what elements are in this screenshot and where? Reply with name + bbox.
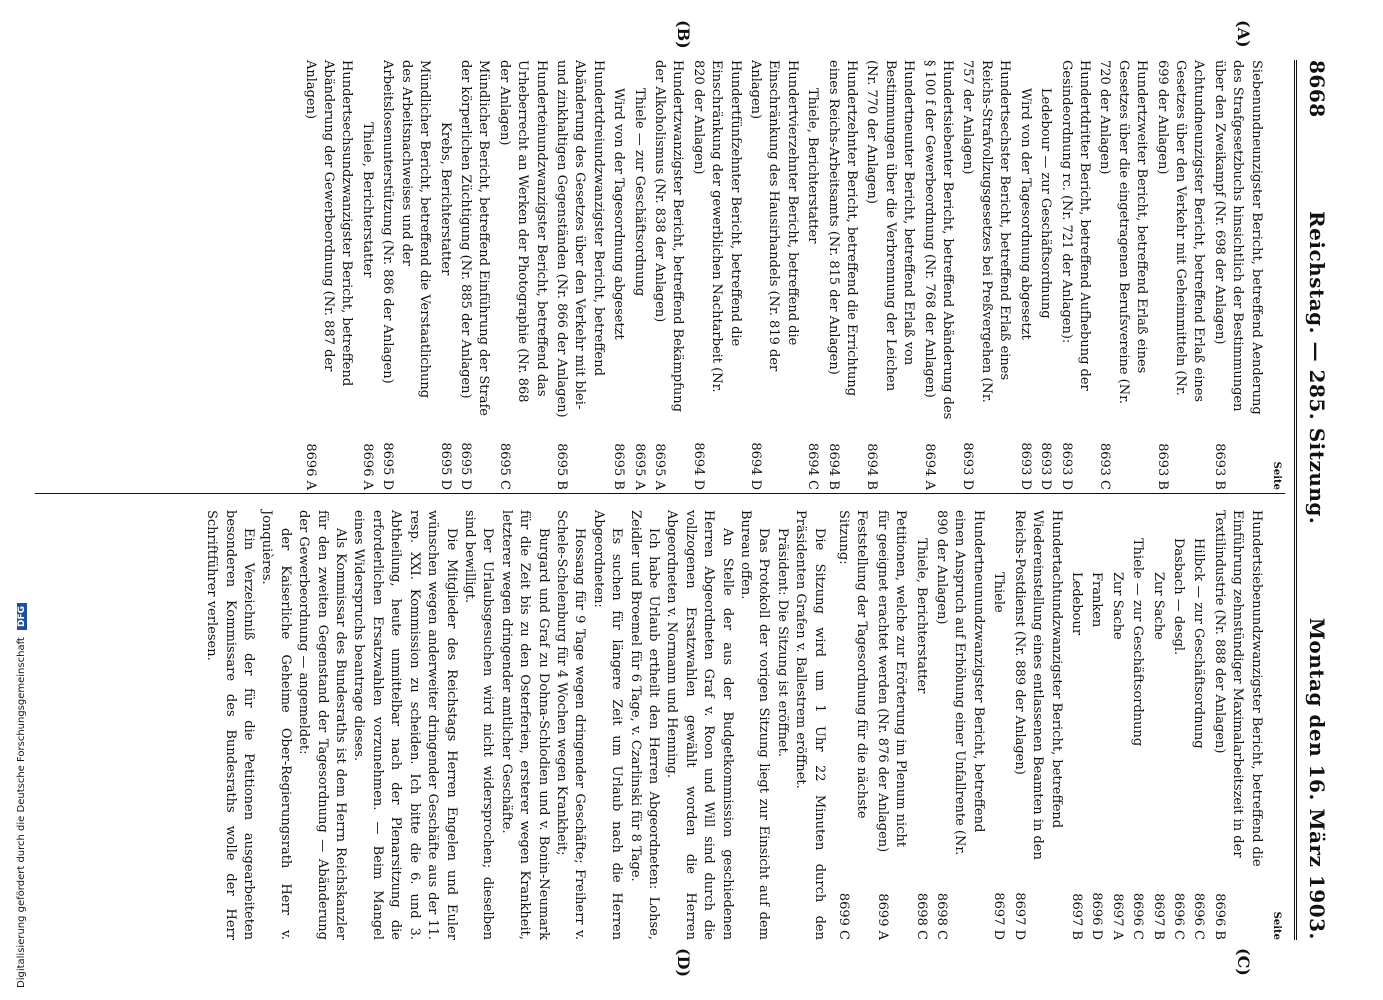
toc-entry [919, 60, 956, 490]
toc-entry-text: Hunderteinundzwanzigster Bericht, betreffend das Urheberrecht an Werken der Photographie (Nr. 868 der Anlagen) [496, 60, 549, 403]
toc-entry-page: 8694 B [864, 443, 880, 490]
toc-entry-page: 8695 D [457, 442, 473, 490]
toc-entry-page: 8697 A [1109, 893, 1125, 940]
left-column [298, 60, 1285, 490]
toc-entry [629, 60, 647, 490]
toc-entry-page: 8694 B [825, 443, 841, 490]
toc-entry-page: 8693 D [960, 442, 976, 490]
body-paragraph: Die Mitglieder des Reichstags Herren Engelen und Euler wünschen wegen anderweiter dringender Geschäfte aus der 11. resp. XXI. Kommission zu scheiden. Ich bitte die 6. und 3. Abtheilung, heute unmittelbar nach der Plenarsitzung die erforderlichen Ersatzwahlen vorzunehmen. — Beim Mangel eines Widerspruchs beantrage dieses. [351, 510, 459, 940]
toc-entry-text: Thiele, Berichterstatter [805, 88, 821, 244]
toc-entry-page: 8693 B [1154, 443, 1170, 490]
header-rule [1294, 60, 1297, 940]
toc-entry [989, 510, 1007, 940]
toc-entry-text: Mündlicher Bericht, betreffend die Verstaatlichung des Arbeitsnachweises und der Arbeitslosenunterstützung (Nr. 886 der Anlagen) [380, 60, 433, 399]
toc-entry [746, 60, 801, 490]
toc-entry-text: Ledebour — zur Geschäftsordnung [1038, 88, 1054, 319]
toc-entry [823, 60, 860, 490]
header-title: Reichstag. — 285. Sitzung. [1305, 211, 1329, 525]
toc-entry-text: Hundertvierzehnter Bericht, betreffend die Einschränkung des Hausirhandels (Nr. 819 der Anlagen) [748, 60, 800, 372]
body-paragraph: An Stelle der aus der Budgetkommission geschiedenen Herren Abgeordneten Graf v. Roon und Will sind durch die vollzogenen Ersatzwahlen gewählt worden die Herren Abgeordneten v. Normann und Henning. [664, 510, 735, 940]
toc-entry [1009, 510, 1064, 940]
toc-entry-page: 8694 D [690, 442, 706, 490]
toc-entry-text: Hundertneunundzwanzigster Bericht, betreffend einen Anspruch auf Erhöhung einer Unfallrente (Nr. 890 der Anlagen) [934, 510, 986, 856]
toc-entry [435, 60, 453, 490]
toc-entry [1015, 60, 1033, 490]
toc-entry [456, 60, 493, 490]
page-header [1301, 60, 1333, 940]
toc-entry [1067, 510, 1085, 940]
body-paragraph: Ich habe Urlaub ertheilt den Herren Abgeordneten: Lohse, Zeidler und Broemel für 6 Tage, v. Czarlinski für 8 Tage. [627, 510, 661, 940]
body-paragraph: Es suchen für längere Zeit um Urlaub nach die Herren Abgeordneten: [590, 510, 625, 940]
toc-entry-page: 8696 C [1170, 892, 1186, 940]
toc-entry [650, 60, 687, 490]
toc-entry-page: 8697 B [1068, 893, 1084, 940]
toc-entry-text: Siebenundneunzigster Bericht, betreffend Aenderung des Strafgesetzbuchs hinsichtlich der Bestimmungen über den Zweikampf (Nr. 698 der Anlagen) [1211, 60, 1264, 415]
digitization-credit [16, 603, 27, 988]
toc-entry-text: Hundertdreiundzwanzigster Bericht, betreffend Abänderung des Gesetzes über den Verkehr mit blei- und zinkhaltigen Gegenständen (Nr. 866 der Anlagen) [553, 60, 606, 418]
toc-entry-page: 8697 D [991, 892, 1007, 940]
toc-entry-text: Zur Sache [1109, 572, 1125, 640]
toc-entry-page: 8693 D [1058, 442, 1074, 490]
toc-entry-page: 8693 C [1097, 442, 1113, 490]
toc-entry-text: Thiele [991, 572, 1007, 613]
toc-entry-page: 8695 D [437, 442, 453, 490]
toc-entry-text: Hundertneunter Bericht, betreffend Erlaß von Bestimmungen über die Verbrennung der Leichen (Nr. 770 der Anlagen) [864, 60, 917, 392]
toc-entry-text: Thiele, Berichterstatter [359, 122, 375, 278]
margin-label-c: (C) [1234, 948, 1253, 976]
seite-label-right: Seite [1271, 911, 1282, 940]
body-paragraph: Als Kommissar des Bundesraths ist dem Herrn Reichskanzler für den zweiten Gegenstand der Tagesordnung — Abänderung der Gewerbeordnung — angemeldet: [296, 510, 349, 940]
toc-entry [688, 60, 743, 490]
header-date: Montag den 16. März 1903. [1305, 617, 1329, 940]
toc-entry-page: 8696 C [1130, 892, 1146, 940]
toc-entry-text: Wird von der Tagesordnung abgesetzt [1017, 88, 1033, 340]
body-paragraph: Das Protokoll der vorigen Sitzung liegt zur Einsicht auf dem Bureau offen. [738, 510, 772, 940]
toc-entry [1036, 60, 1054, 490]
toc-entry [300, 60, 355, 490]
toc-entry-page: 8698 C [913, 892, 929, 940]
toc-entry-text: Thiele — zur Geschäftsordnung [631, 88, 647, 297]
toc-entry [1128, 510, 1146, 940]
toc-entry-page: 8693 D [1038, 442, 1054, 490]
toc-entry [1209, 60, 1264, 490]
toc-entry [911, 510, 929, 940]
session-body-text [202, 510, 828, 940]
toc-entry-page: 8696 B [1211, 893, 1227, 940]
toc-entry [834, 510, 871, 940]
toc-entry-page: 8699 A [874, 893, 890, 940]
toc-entry-page: 8696 C [1191, 892, 1207, 940]
toc-entry-page: 8698 C [934, 892, 950, 940]
toc-entry-page: 8695 B [553, 443, 569, 490]
toc-entry-page: 8695 A [631, 443, 647, 490]
toc-entry [1056, 60, 1093, 490]
toc-entry [1107, 510, 1125, 940]
toc-entry [494, 60, 549, 490]
body-paragraph: Ein Verzeichniß der für die Petitionen ausgearbeiteten besonderen Kommissare des Bundesraths wolle der Herr Schriftführer verlesen. [204, 510, 257, 940]
toc-entry [358, 60, 376, 490]
right-entry-list [834, 510, 1265, 940]
toc-entry-page: 8699 C [836, 892, 852, 940]
toc-entry-text: Dasbach — desgl. [1170, 538, 1186, 656]
toc-entry-text: Hundertsechsundzwanzigster Bericht, betreffend Abänderung der Gewerbeordnung (Nr. 887 der Anlagen) [302, 60, 355, 387]
toc-entry-text: Wird von der Tagesordnung abgesetzt [611, 88, 627, 340]
toc-entry [872, 510, 909, 940]
toc-entry-text: Feststellung der Tagesordnung für die nächste Sitzung: [836, 510, 870, 819]
toc-entry-page: 8695 B [611, 443, 627, 490]
toc-entry-text: Thiele, Berichterstatter [913, 538, 929, 694]
toc-entry [1148, 510, 1166, 940]
toc-entry [1189, 510, 1207, 940]
body-paragraph: Burgard und Graf zu Dohna-Schlodien und v. Bonin-Neumark für die Zeit bis zu den Osterferien, ersterer wegen Krankheit, letzterer wegen dringender amtlicher Geschäfte. [498, 510, 551, 940]
toc-entry-page: 8694 D [748, 442, 764, 490]
toc-entry-page: 8697 B [1150, 893, 1166, 940]
toc-entry-text: Hundertachtundzwanzigster Bericht, betreffend Wiedereinstellung eines entlassenen Beamten in den Reichs-Postdienst (Nr. 889 der Anlagen) [1011, 510, 1064, 860]
toc-entry [1087, 510, 1105, 940]
body-paragraph: Der Urlaubsgesuchen wird nicht widersprochen; dieselben sind bewilligt. [461, 510, 496, 940]
toc-entry-page: 8696 A [359, 443, 375, 490]
toc-entry [1169, 510, 1187, 940]
margin-label-d: (D) [674, 948, 693, 978]
toc-entry-text: Franken [1089, 572, 1105, 628]
toc-entry [1095, 60, 1150, 490]
toc-entry-text: Hundertzwanzigster Bericht, betreffend Bekämpfung der Alkoholismus (Nr. 838 der Anlagen) [652, 60, 686, 412]
toc-entry-page: 8694 C [805, 442, 821, 490]
toc-entry-text: Hundertdritter Bericht, betreffend Aufhebung der Gesindeordnung rc. (Nr. 721 der Anlagen): [1058, 60, 1092, 391]
toc-entry [803, 60, 821, 490]
toc-entry [1209, 510, 1264, 940]
toc-entry [862, 60, 917, 490]
toc-entry-page: 8693 B [1211, 443, 1227, 490]
toc-entry-text: Mündlicher Bericht, betreffend Einführung der Strafe der körperlichen Züchtigung (Nr. 885 der Anlagen) [457, 60, 492, 417]
toc-entry-page: 8695 D [380, 442, 396, 490]
toc-entry-text: Hundertfünfzehnter Bericht, betreffend die Einschränkung der gewerblichen Nachtarbeit (Nr. 820 der Anlagen) [690, 60, 743, 393]
toc-entry-text: Hundertzehnter Bericht, betreffend die Errichtung eines Reichs-Arbeitsamts (Nr. 815 der Anlagen) [825, 60, 860, 397]
column-separator [35, 493, 1285, 494]
toc-entry-page: 8693 D [1017, 442, 1033, 490]
toc-entry [932, 510, 987, 940]
credit-text: Digitalisierung gefördert durch die Deutsche Forschungsgemeinschaft [16, 637, 27, 988]
toc-entry-page: 8696 A [302, 443, 318, 490]
toc-entry [378, 60, 433, 490]
body-paragraph: Präsident: Die Sitzung ist eröffnet. [774, 528, 790, 757]
toc-entry [1152, 60, 1207, 490]
toc-entry-text: Achtundneunzigster Bericht, betreffend Erlaß eines Gesetzes über den Verkehr mit Geheimmitteln (Nr. 699 der Anlagen) [1154, 60, 1207, 403]
margin-label-a: (A) [1234, 20, 1253, 48]
toc-entry [552, 60, 607, 490]
toc-entry-page: 8696 D [1089, 892, 1105, 940]
toc-entry-text: Krebs, Berichterstatter [437, 122, 453, 276]
toc-entry-text: Hundertzweiter Bericht, betreffend Erlaß eines Gesetzes über die eingetragenen Berufsvereine (Nr. 720 der Anlagen) [1097, 60, 1150, 405]
toc-entry-text: Hundertsechster Bericht, betreffend Erlaß eines Reichs-Strafvollzugsgesetzes bei Preßvergehen (Nr. 757 der Anlagen) [960, 60, 1013, 403]
toc-entry-page: 8694 A [921, 443, 937, 490]
margin-label-b: (B) [674, 20, 693, 49]
toc-entry-page: 8697 D [1011, 892, 1027, 940]
dfg-logo: DFG [17, 603, 27, 630]
toc-entry [609, 60, 627, 490]
toc-entry-text: Hundertsiebenundzwanzigster Bericht, betreffend die Einführung zehnstündiger Maximalarbeitszeit in der Textilindustrie (Nr. 888 der Anlagen) [1211, 510, 1264, 867]
toc-entry [958, 60, 1013, 490]
toc-entry-text: Hilbck — zur Geschäftsordnung [1191, 538, 1207, 749]
body-paragraph: Die Sitzung wird um 1 Uhr 22 Minuten durch den Präsidenten Grafen v. Ballestrem eröffnet. [793, 510, 827, 940]
toc-entry-text: Zur Sache [1150, 572, 1166, 640]
toc-entry-page: 8695 A [652, 443, 667, 490]
toc-entry-text: Thiele — zur Geschäftsordnung [1130, 538, 1146, 747]
toc-entry-text: Hundertsiebenter Bericht, betreffend Abänderung des § 100 f der Gewerbeordnung (Nr. 768 der Anlagen) [921, 60, 956, 420]
body-paragraph: Hossang für 9 Tage wegen dringender Geschäfte; Freiherr v. Schele-Schelenburg für 4 Wochen wegen Krankheit; [553, 510, 588, 940]
page-number: 8668 [1305, 60, 1329, 118]
left-entry-list [300, 60, 1264, 490]
toc-entry-text: Ledebour [1068, 572, 1084, 636]
body-paragraph: der Kaiserliche Geheime Ober-Regierungsrath Herr v. Jonquières. [259, 510, 293, 940]
right-column [202, 510, 1285, 940]
toc-entry-page: 8695 C [496, 442, 512, 490]
seite-label-left: Seite [1271, 461, 1282, 490]
toc-entry-text: Petitionen, welche zur Erörterung im Plenum nicht für geeignet erachtet werden (Nr. 876 der Anlagen) [874, 510, 909, 853]
